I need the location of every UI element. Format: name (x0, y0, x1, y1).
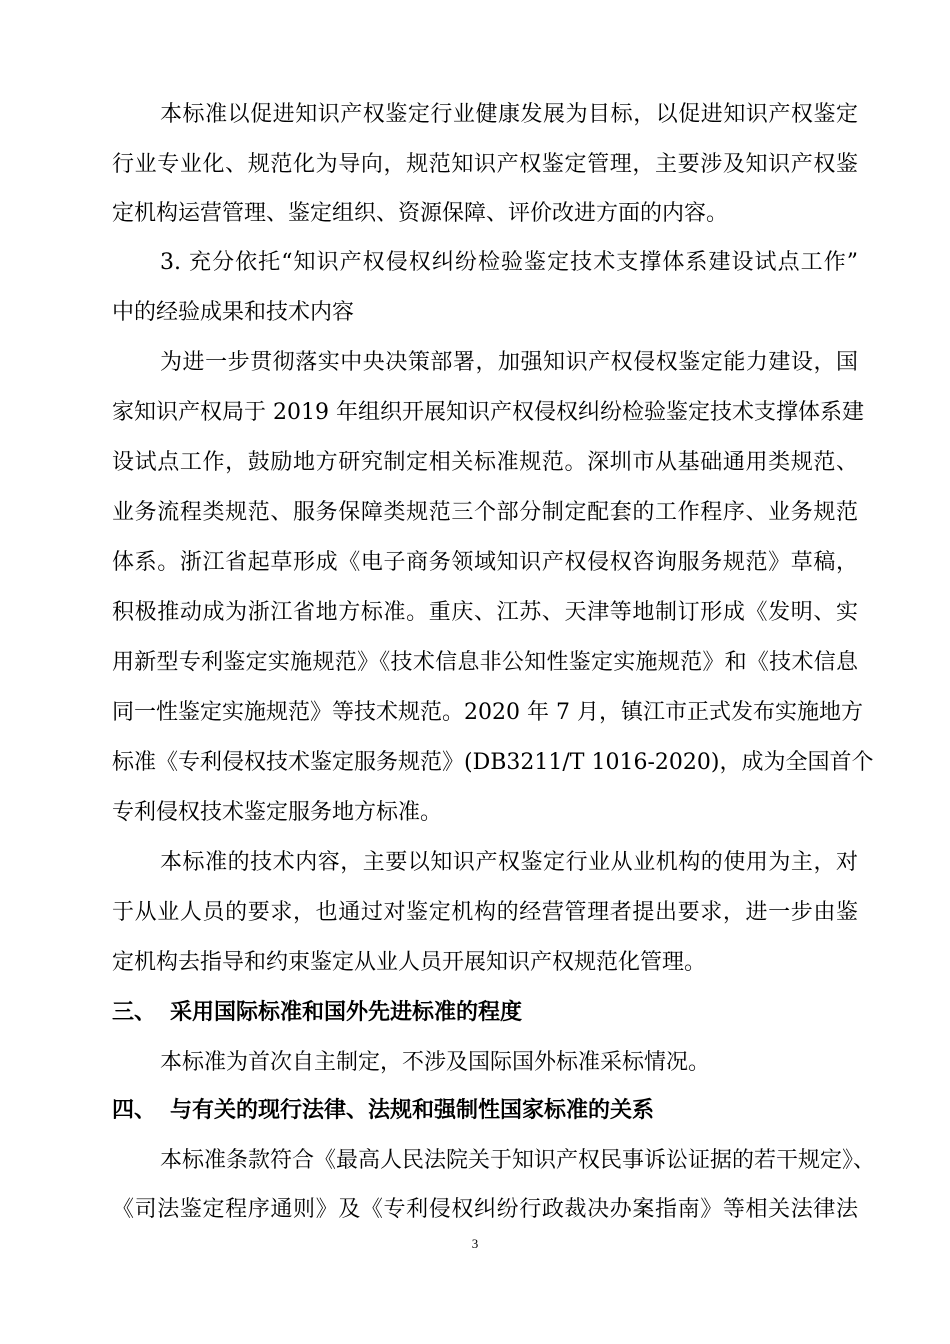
text-line: 家知识产权局于 2019 年组织开展知识产权侵权纠纷检验鉴定技术支撑体系建 (112, 400, 864, 425)
text-line: 3. 充分依托“知识产权侵权纠纷检验鉴定技术支撑体系建设试点工作” (160, 250, 858, 275)
text-line: 体系。浙江省起草形成《电子商务领域知识产权侵权咨询服务规范》草稿， (112, 550, 858, 575)
text-line: 设试点工作，鼓励地方研究制定相关标准规范。深圳市从基础通用类规范、 (112, 450, 858, 475)
page-number: 3 (471, 1236, 479, 1251)
text-line: 同一性鉴定实施规范》等技术规范。2020 年 7 月，镇江市正式发布实施地方 (112, 700, 863, 725)
section-number: 四、 (112, 1098, 157, 1123)
text-line: 业务流程类规范、服务保障类规范三个部分制定配套的工作程序、业务规范 (112, 500, 858, 525)
section-number: 三、 (112, 1000, 157, 1025)
text-line: 标准《专利侵权技术鉴定服务规范》(DB3211/T 1016-2020)，成为全国首个 (112, 750, 874, 775)
text-line: 行业专业化、规范化为导向，规范知识产权鉴定管理，主要涉及知识产权鉴 (112, 152, 858, 177)
section-title: 与有关的现行法律、法规和强制性国家标准的关系 (170, 1098, 655, 1123)
text-line: 用新型专利鉴定实施规范》《技术信息非公知性鉴定实施规范》和《技术信息 (112, 650, 858, 675)
text-line: 本标准以促进知识产权鉴定行业健康发展为目标，以促进知识产权鉴定 (160, 102, 858, 127)
text-line: 本标准条款符合《最高人民法院关于知识产权民事诉讼证据的若干规定》、 (160, 1148, 876, 1173)
text-line: 中的经验成果和技术内容 (112, 300, 355, 325)
text-line: 专利侵权技术鉴定服务地方标准。 (112, 800, 443, 825)
section-heading (112, 1096, 654, 1126)
text-line: 定机构运营管理、鉴定组织、资源保障、评价改进方面的内容。 (112, 201, 729, 226)
text-line: 本标准的技术内容，主要以知识产权鉴定行业从业机构的使用为主，对 (160, 850, 858, 875)
text-line: 为进一步贯彻落实中央决策部署，加强知识产权侵权鉴定能力建设，国 (160, 350, 858, 375)
text-line: 于从业人员的要求，也通过对鉴定机构的经营管理者提出要求，进一步由鉴 (112, 900, 858, 925)
text-line: 本标准为首次自主制定，不涉及国际国外标准采标情况。 (160, 1050, 711, 1075)
text-line: 定机构去指导和约束鉴定从业人员开展知识产权规范化管理。 (112, 950, 707, 975)
section-heading (112, 998, 522, 1028)
section-title: 采用国际标准和国外先进标准的程度 (170, 1000, 523, 1025)
text-line: 《司法鉴定程序通则》及《专利侵权纠纷行政裁决办案指南》等相关法律法 (112, 1197, 858, 1222)
text-line: 积极推动成为浙江省地方标准。重庆、江苏、天津等地制订形成《发明、实 (112, 600, 858, 625)
